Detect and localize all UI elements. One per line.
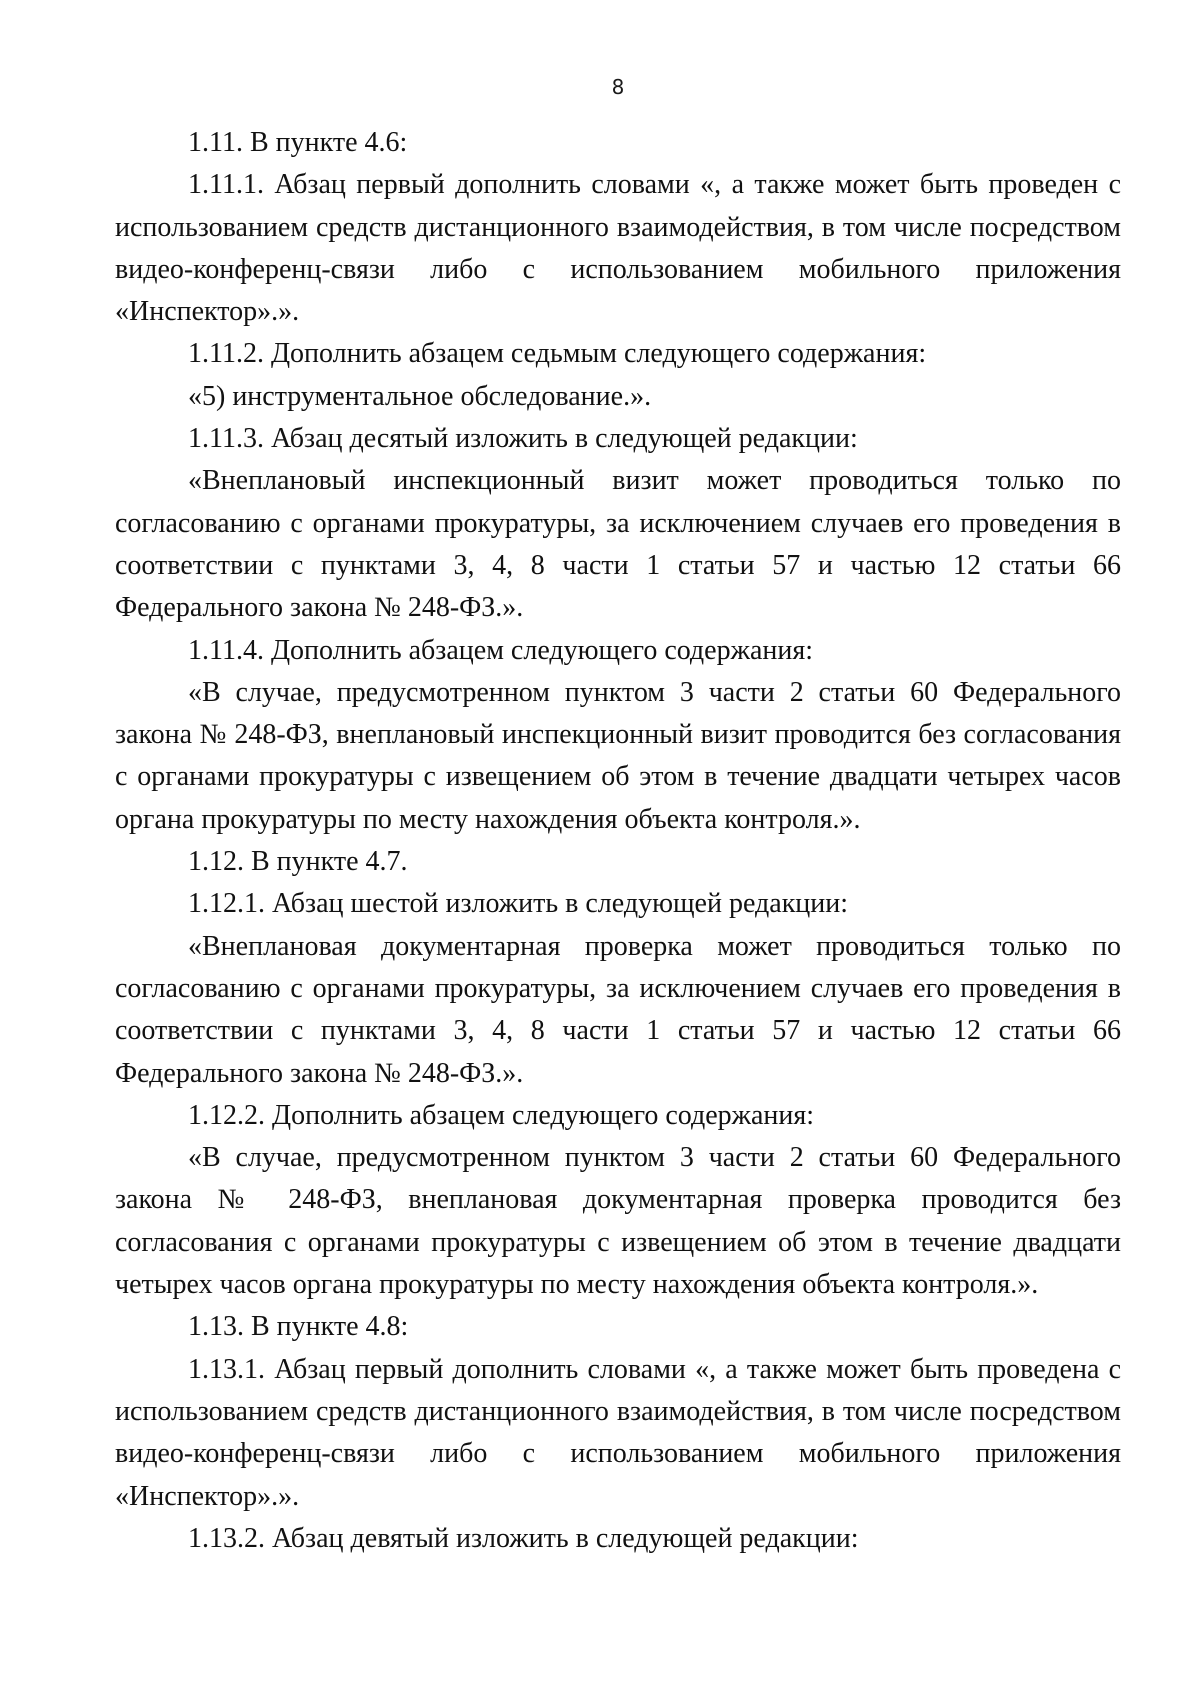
paragraph-1-13: 1.13. В пункте 4.8: — [188, 1311, 409, 1343]
paragraph-1-11: 1.11. В пункте 4.6: — [188, 127, 408, 158]
paragraph-1-11-3: 1.11.3. Абзац десятый изложить в следующей редакции: — [188, 423, 858, 455]
paragraph-quote-inspection-visit: «Внеплановый инспекционный визит может проводиться только по согласованию с органами прокуратуры, за исключением случаев его проведения в соответствии с пунктами 3, 4, 8 части 1 статьи 57 и частью 12 статьи 66 Федерального закона № 248-ФЗ.». — [115, 465, 1121, 624]
paragraph-quote-5: «5) инструментальное обследование.». — [188, 380, 652, 412]
paragraph-1-12-2: 1.12.2. Дополнить абзацем следующего содержания: — [188, 1099, 815, 1131]
paragraph-1-13-2: 1.13.2. Абзац девятый изложить в следующей редакции: — [188, 1522, 859, 1554]
document-body — [115, 122, 1121, 1560]
paragraph-1-11-1: 1.11.1. Абзац первый дополнить словами «, а также может быть проведен с использованием средств дистанционного взаимодействия, в том числе посредством видео-конференц-связи либо с использованием мобильного приложения «Инспектор».». — [115, 169, 1121, 328]
paragraph-1-11-4: 1.11.4. Дополнить абзацем следующего содержания: — [188, 634, 814, 666]
paragraph-quote-inspection-visit-case: «В случае, предусмотренном пунктом 3 части 2 статьи 60 Федерального закона № 248-ФЗ, внеплановый инспекционный визит проводится без согласования с органами прокуратуры с извещением об этом в течение двадцати четырех часов органа прокуратуры по месту нахождения объекта контроля.». — [115, 676, 1121, 835]
paragraph-1-13-1: 1.13.1. Абзац первый дополнить словами «, а также может быть проведена с использованием средств дистанционного взаимодействия, в том числе посредством видео-конференц-связи либо с использованием мобильного приложения «Инспектор».». — [115, 1353, 1121, 1512]
paragraph-quote-documentary-check-case: «В случае, предусмотренном пунктом 3 части 2 статьи 60 Федерального закона № 248-ФЗ, внеплановая документарная проверка проводится без согласования с органами прокуратуры с извещением об этом в течение двадцати четырех часов органа прокуратуры по месту нахождения объекта контроля.». — [115, 1142, 1121, 1301]
paragraph-1-12-1: 1.12.1. Абзац шестой изложить в следующей редакции: — [188, 888, 849, 920]
paragraph-1-12: 1.12. В пункте 4.7. — [188, 846, 408, 878]
paragraph-1-11-2: 1.11.2. Дополнить абзацем седьмым следующего содержания: — [188, 338, 927, 370]
paragraph-quote-documentary-check: «Внеплановая документарная проверка может проводиться только по согласованию с органами прокуратуры, за исключением случаев его проведения в соответствии с пунктами 3, 4, 8 части 1 статьи 57 и частью 12 статьи 66 Федерального закона № 248-ФЗ.». — [115, 930, 1121, 1089]
page-number: 8 — [611, 75, 625, 99]
